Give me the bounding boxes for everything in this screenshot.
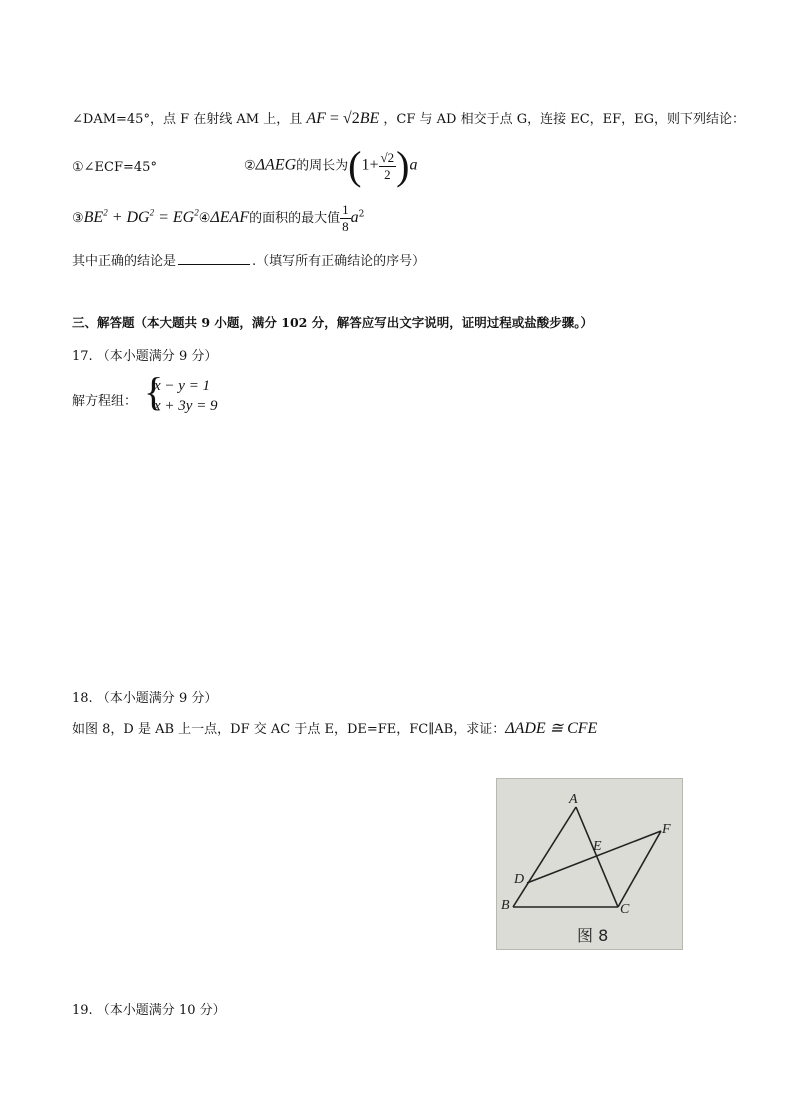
conclusion-2: ②ΔAEG的周长为(1+ $\frac{√2}{2}$ )a	[244, 143, 418, 188]
segment-AB	[513, 807, 576, 907]
figure-8-diagram	[497, 779, 682, 949]
label-B: B	[501, 898, 510, 913]
label-E: E	[593, 839, 602, 854]
one-eighth-fraction: $\frac{1}{8}$	[342, 202, 349, 234]
answer-blank[interactable]	[178, 252, 250, 265]
q18-claim: ΔADE ≅ CFE	[505, 720, 598, 737]
q18-header: 18. （本小题满分 9 分）	[72, 691, 218, 706]
figure-caption: 图 8	[577, 926, 609, 945]
sqrt2-over-2-fraction: $\frac{√2}{2}$	[380, 149, 395, 182]
label-C: C	[620, 902, 630, 917]
q18-text: 如图 8，D 是 AB 上一点，DF 交 AC 于点 E，DE=FE，FC∥AB，求证：ΔADE ≅ CFE	[72, 720, 598, 737]
section-3-heading: 三、解答题（本大题共 9 小题，满分 102 分，解答应写出文字说明，证明过程或盐酸步骤。）	[72, 315, 593, 330]
equation-system: { x − y = 1 x + 3y = 9	[144, 369, 218, 414]
q16-conclusions-3-4: $③BE^2 + DG^2$ = $EG^2④\Delta EAF$的面积的最大值 $\frac{1}{8}$ $a^2$	[72, 202, 365, 234]
label-F: F	[662, 822, 671, 837]
segment-FC	[618, 831, 661, 907]
conclusion-4-triangle: ΔEAF	[210, 209, 250, 226]
q16-intro-a: ∠DAM=45°，点 F 在射线 AM 上，且	[72, 112, 303, 127]
q17-prompt: 解方程组：	[72, 394, 138, 409]
label-A: A	[569, 792, 578, 807]
q19-header: 19. （本小题满分 10 分）	[72, 1003, 226, 1018]
segment-AC	[576, 807, 618, 907]
q16-answer-line: 其中正确的结论是 .（填写所有正确结论的序号）	[72, 254, 426, 269]
equation-2: x + 3y = 9	[154, 398, 218, 414]
q16-intro	[72, 108, 745, 128]
q17-header: 17. （本小题满分 9 分）	[72, 349, 218, 364]
equation-1: x − y = 1	[154, 378, 211, 394]
conclusion-1: ①∠ECF=45°	[72, 160, 157, 175]
label-D: D	[514, 872, 525, 887]
q16-intro-b: ，CF 与 AD 相交于点 G，连接 EC，EF，EG，则下列结论：	[383, 112, 746, 127]
figure-8	[496, 778, 683, 950]
q16-af-expr: AF = √2BE	[306, 110, 380, 127]
conclusion-3: $BE^2 + DG^2 = EG^2$	[83, 207, 199, 226]
